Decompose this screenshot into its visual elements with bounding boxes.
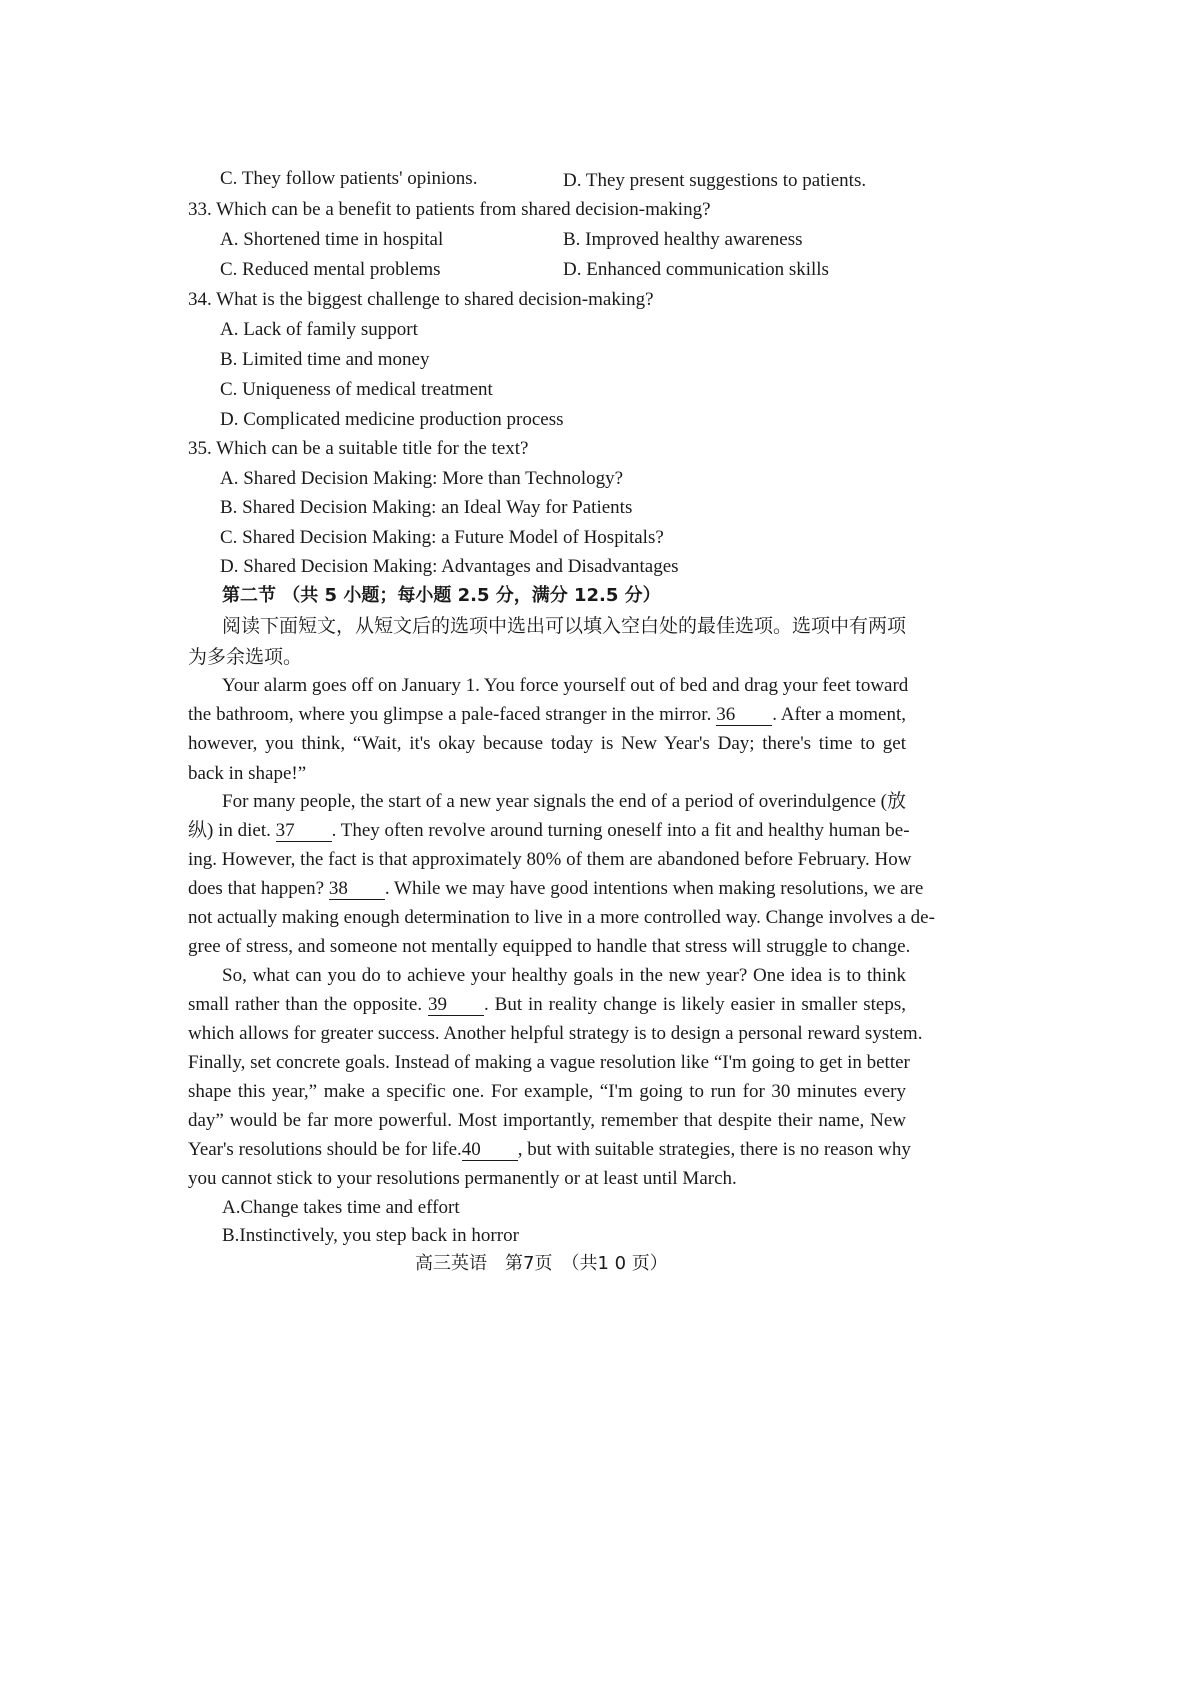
q33-option-c: C. Reduced mental problems — [220, 259, 441, 280]
q34-option-c: C. Uniqueness of medical treatment — [220, 379, 493, 400]
passage-text: small rather than the opposite. — [188, 994, 423, 1015]
q35-option-d: D. Shared Decision Making: Advantages and Disadvantages — [220, 556, 679, 577]
blank-37: 37 — [276, 821, 332, 842]
passage-text: . They often revolve around turning oneself into a fit and healthy human be- — [331, 820, 910, 841]
q33-option-d: D. Enhanced communication skills — [563, 259, 829, 280]
passage-text: , but with suitable strategies, there is no reason why — [517, 1139, 911, 1160]
passage-line: ing. However, the fact is that approximately 80% of them are abandoned before February. How — [188, 849, 912, 870]
blank-40: 40 — [462, 1140, 518, 1161]
passage-text: does that happen? — [188, 878, 325, 899]
passage-line: Your alarm goes off on January 1. You force yourself out of bed and drag your feet toward — [222, 675, 909, 696]
q34-question: 34. What is the biggest challenge to shared decision-making? — [188, 289, 654, 310]
q32-option-d: D. They present suggestions to patients. — [563, 170, 867, 191]
passage-text: the bathroom, where you glimpse a pale-faced stranger in the mirror. — [188, 704, 712, 725]
passage-text: . After a moment, — [772, 704, 906, 725]
blank-38: 38 — [329, 879, 385, 900]
passage-text: Year's resolutions should be for life. — [188, 1139, 462, 1160]
passage-line: So, what can you do to achieve your healthy goals in the new year? One idea is to think — [222, 965, 906, 986]
passage-line: you cannot stick to your resolutions permanently or at least until March. — [188, 1168, 737, 1189]
section-heading: 第二节 （共 5 小题；每小题 2.5 分，满分 12.5 分） — [222, 585, 661, 606]
passage-line: For many people, the start of a new year signals the end of a period of overindulgence (放 — [222, 791, 906, 812]
q35-option-b: B. Shared Decision Making: an Ideal Way for Patients — [220, 497, 633, 518]
q32-option-c: C. They follow patients' opinions. — [220, 168, 478, 189]
passage-line — [188, 1138, 911, 1162]
choice-b: B.Instinctively, you step back in horror — [222, 1225, 519, 1246]
passage-line — [188, 703, 906, 727]
passage-line: not actually making enough determination to live in a more controlled way. Change involves a de- — [188, 907, 935, 928]
q33-question: 33. Which can be a benefit to patients from shared decision-making? — [188, 199, 711, 220]
passage-line: back in shape!” — [188, 763, 307, 784]
page-footer: 高三英语 第7页 （共1 0 页） — [415, 1253, 668, 1274]
q33-option-b: B. Improved healthy awareness — [563, 229, 803, 250]
passage-line — [188, 877, 924, 901]
passage-text: 纵) in diet. — [188, 820, 271, 841]
choice-a: A.Change takes time and effort — [222, 1197, 460, 1218]
passage-line: which allows for greater success. Another helpful strategy is to design a personal reward system. — [188, 1023, 923, 1044]
passage-line: day” would be far more powerful. Most importantly, remember that despite their name, New — [188, 1110, 906, 1131]
passage-line: gree of stress, and someone not mentally equipped to handle that stress will struggle to change. — [188, 936, 911, 957]
q34-option-a: A. Lack of family support — [220, 319, 418, 340]
passage-text: . But in reality change is likely easier in smaller steps, — [484, 994, 906, 1015]
passage-line: however, you think, “Wait, it's okay because today is New Year's Day; there's time to get — [188, 733, 906, 754]
passage-line: Finally, set concrete goals. Instead of making a vague resolution like “I'm going to get in better — [188, 1052, 910, 1073]
section-instructions-1: 阅读下面短文，从短文后的选项中选出可以填入空白处的最佳选项。选项中有两项 — [222, 615, 907, 637]
q33-option-a: A. Shortened time in hospital — [220, 229, 444, 250]
q35-option-a: A. Shared Decision Making: More than Technology? — [220, 468, 624, 489]
passage-text: . While we may have good intentions when making resolutions, we are — [384, 878, 924, 899]
section-instructions-2: 为多余选项。 — [188, 646, 303, 668]
blank-36: 36 — [716, 705, 772, 726]
blank-39: 39 — [428, 995, 484, 1016]
passage-line — [188, 819, 910, 843]
q34-option-d: D. Complicated medicine production process — [220, 409, 564, 430]
passage-line: shape this year,” make a specific one. For example, “I'm going to run for 30 minutes every — [188, 1081, 906, 1102]
q35-option-c: C. Shared Decision Making: a Future Model of Hospitals? — [220, 527, 664, 548]
q35-question: 35. Which can be a suitable title for the text? — [188, 438, 529, 459]
q34-option-b: B. Limited time and money — [220, 349, 430, 370]
passage-line — [188, 993, 906, 1017]
